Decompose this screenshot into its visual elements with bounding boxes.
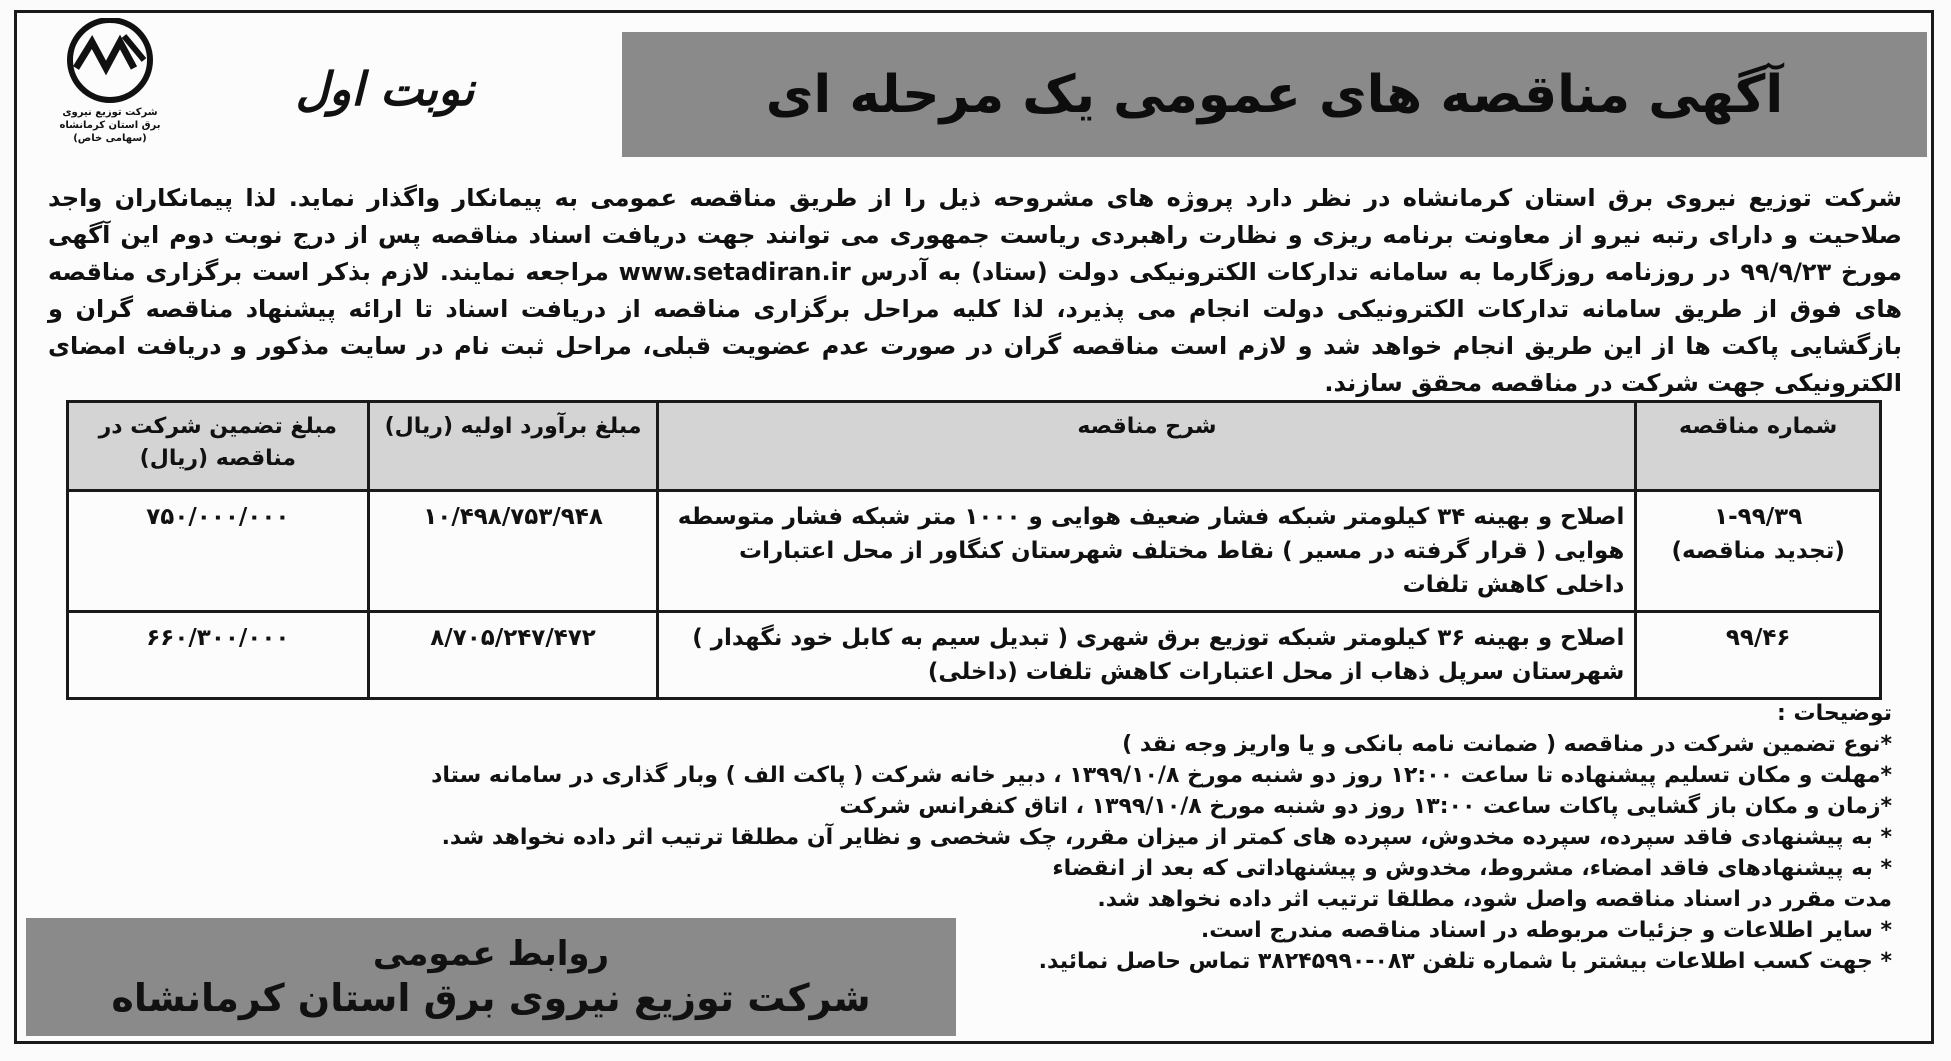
- row-number: ۹۹/۴۶: [1725, 625, 1791, 651]
- header-estimate: مبلغ برآورد اولیه (ریال): [368, 402, 658, 491]
- title-banner: [622, 32, 1927, 157]
- notice-title: آگهی مناقصه های عمومی یک مرحله ای: [765, 64, 1784, 125]
- note-item: * سایر اطلاعات و جزئیات مربوطه در اسناد مناقصه مندرج است.: [1200, 918, 1892, 943]
- row-guarantee: ۶۶۰/۳۰۰/۰۰۰: [68, 612, 369, 699]
- table-row: [68, 491, 1881, 612]
- logo-caption-1: شرکت توزیع نیروی: [62, 107, 158, 118]
- note-item: مدت مقرر در اسناد مناقصه واصل شود، مطلقا ترتیب اثر داده نخواهد شد.: [1097, 887, 1892, 912]
- row-estimate: ۸/۷۰۵/۲۴۷/۴۷۲: [368, 612, 658, 699]
- intro-paragraph: شرکت توزیع نیروی برق استان کرمانشاه در نظر دارد پروژه های مشروحه ذیل را از طریق مناقصه عمومی به پیمانکار واگذار نماید. لذا پیمانکاران واجد صلاحیت و دارای رتبه نیرو از معاونت برنامه ریزی و نظارت راهبردی ریاست جمهوری می توانند جهت دریافت اسناد مناقصه پس از درج نوبت دوم این آگهی مورخ ۹۹/۹/۲۳ در روزنامه روزگارما به سامانه تدارکات الکترونیکی دولت (ستاد) به آدرس www.setadiran.ir مراجعه نمایند. لازم بذکر است برگزاری مناقصه های فوق از طریق سامانه تدارکات الکترونیکی دولت انجام می پذیرد، لذا کلیه مراحل برگزاری مناقصه از دریافت اسناد تا ارائه پیشنهاد مناقصه گران و بازگشایی پاکت ها از این طریق انجام خواهد شد و لازم است مناقصه گران در صورت عدم عضویت قبلی، مراحل ثبت نام در سایت مذکور و دریافت امضای الکترونیکی جهت شرکت در مناقصه محقق سازند.: [48, 184, 1903, 397]
- note-item: * جهت کسب اطلاعات بیشتر با شماره تلفن ۰۸۳-۳۸۲۴۵۹۹۰ تماس حاصل نمائید.: [1038, 949, 1892, 974]
- header-number: شماره مناقصه: [1636, 402, 1881, 491]
- logo-emblem-icon: [62, 18, 158, 106]
- row-estimate: ۱۰/۴۹۸/۷۵۳/۹۴۸: [368, 491, 658, 612]
- footer-department: روابط عمومی: [372, 934, 610, 974]
- note-item: *نوع تضمین شرکت در مناقصه ( ضمانت نامه بانکی و یا واریز وجه نقد ): [1122, 732, 1892, 757]
- table-row: [68, 612, 1881, 699]
- footer-banner: [26, 918, 956, 1036]
- note-item: * به پیشنهادهای فاقد امضاء، مشروط، مخدوش و پیشنهاداتی که بعد از انقضاء: [1052, 856, 1892, 881]
- row-guarantee: ۷۵۰/۰۰۰/۰۰۰: [68, 491, 369, 612]
- logo-caption-2: برق استان کرمانشاه: [59, 120, 161, 131]
- row-description: اصلاح و بهینه ۳۴ کیلومتر شبکه فشار ضعیف هوایی و ۱۰۰۰ متر شبکه فشار متوسطه هوایی ( قرار گرفته در مسیر ) نقاط مختلف شهرستان کنگاور از محل اعتبارات داخلی کاهش تلفات: [658, 491, 1636, 612]
- row-number: ۱-۹۹/۳۹: [1714, 504, 1803, 530]
- table-header-row: [68, 402, 1881, 491]
- footer-company: شرکت توزیع نیروی برق استان کرمانشاه: [111, 976, 871, 1020]
- note-item: *زمان و مکان باز گشایی پاکات ساعت ۱۳:۰۰ روز دو شنبه مورخ ۱۳۹۹/۱۰/۸ ، اتاق کنفرانس شرکت: [839, 794, 1892, 819]
- note-item: * به پیشنهادی فاقد سپرده، سپرده مخدوش، سپرده های کمتر از میزان مقرر، چک شخصی و نظایر آن مطلقا ترتیب اثر داده نخواهد شد.: [441, 825, 1892, 850]
- company-logo: [50, 18, 170, 148]
- header-description: شرح مناقصه: [658, 402, 1636, 491]
- logo-caption-3: (سهامی خاص): [73, 133, 147, 144]
- round-label: نوبت اول: [295, 62, 475, 116]
- tenders-table: [66, 400, 1882, 700]
- row-number-note: (تجدید مناقصه): [1671, 538, 1845, 564]
- note-item: *مهلت و مکان تسلیم پیشنهاده تا ساعت ۱۲:۰۰ روز دو شنبه مورخ ۱۳۹۹/۱۰/۸ ، دبیر خانه شرکت ( پاکت الف ) وبار گذاری در سامانه ستاد: [431, 763, 1892, 788]
- row-number-cell: [1636, 612, 1881, 699]
- row-description: اصلاح و بهینه ۳۶ کیلومتر شبکه توزیع برق شهری ( تبدیل سیم به کابل خود نگهدار ) شهرستان سرپل ذهاب از محل اعتبارات کاهش تلفات (داخلی): [658, 612, 1636, 699]
- row-number-cell: [1636, 491, 1881, 612]
- notes-heading: توضیحات :: [1777, 701, 1892, 726]
- header-guarantee: مبلغ تضمین شرکت در مناقصه (ریال): [68, 402, 369, 491]
